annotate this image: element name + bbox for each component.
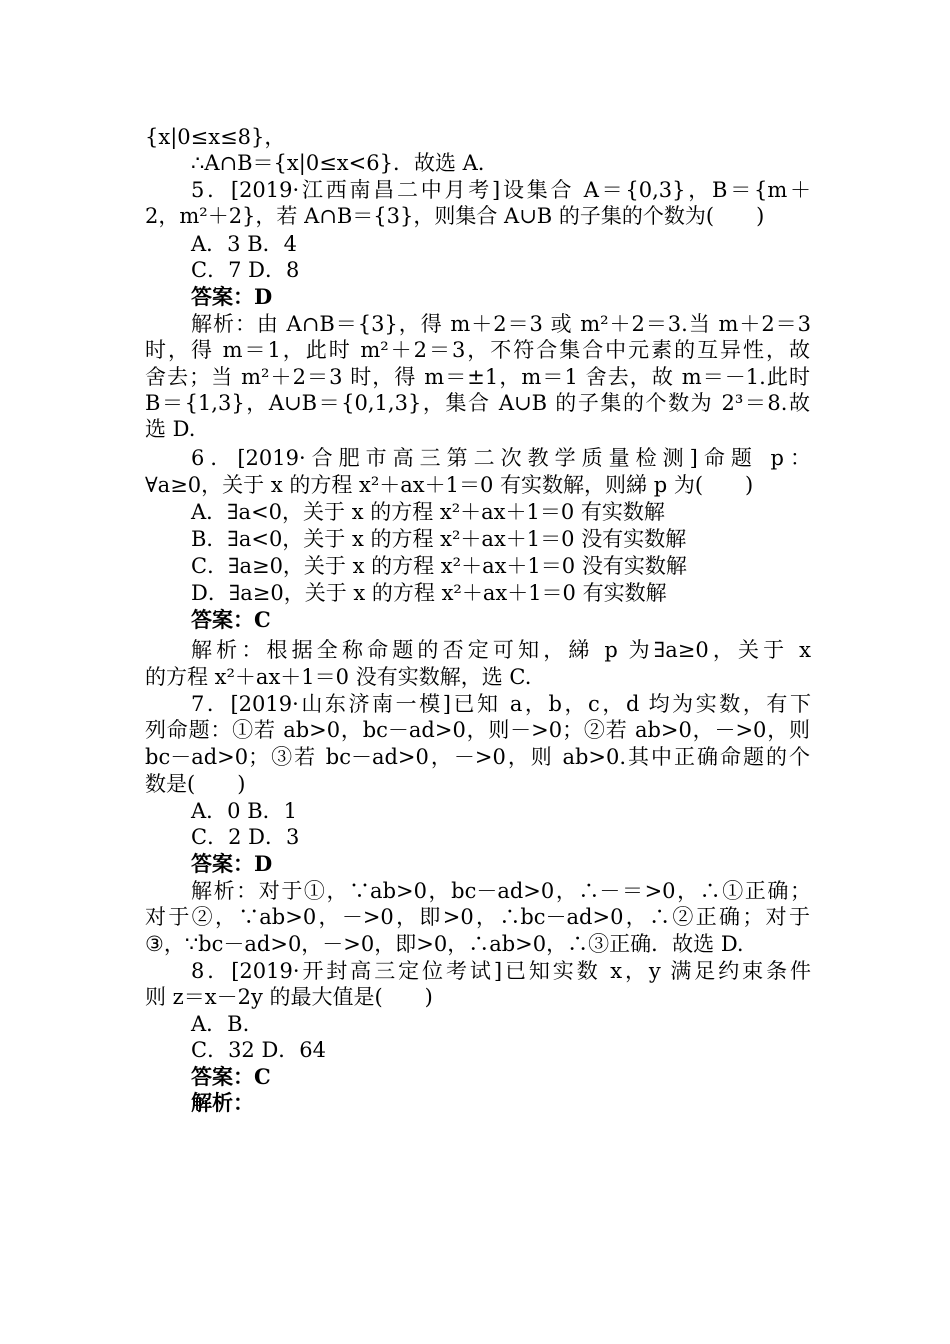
question-7-stem: 7．[2019·山东济南一模]已知 a，b，c，d 均为实数，有下 [191, 692, 811, 716]
option-line: C．2 D．3 [191, 825, 300, 849]
answer-label: 答案：D [191, 284, 273, 309]
question-6-stem: 6．[2019·合肥市高三第二次教学质量检测]命题 p： [191, 446, 811, 470]
option-c: C．∃a≥0，关于 x 的方程 x²＋ax＋1＝0 没有实数解 [191, 554, 687, 578]
option-line: A．3 B．4 [191, 232, 297, 256]
option-a: A．∃a<0，关于 x 的方程 x²＋ax＋1＝0 有实数解 [191, 500, 665, 524]
analysis-line: 的方程 x²＋ax＋1＝0 没有实数解，选 C. [145, 665, 532, 689]
analysis-line: 舍去；当 m²＋2＝3 时，得 m＝±1，m＝1 舍去，故 m＝－1.此时 [145, 365, 810, 389]
option-line: C．7 D．8 [191, 258, 300, 282]
question-8-stem: 8．[2019·开封高三定位考试]已知实数 x，y 满足约束条件 [191, 959, 811, 983]
answer-label: 答案：C [191, 607, 271, 632]
question-7-stem: 列命题：①若 ab>0，bc－ad>0，则－>0；②若 ab>0，－>0，则 [145, 718, 810, 742]
question-6-stem: ∀a≥0，关于 x 的方程 x²＋ax＋1＝0 有实数解，则綈 p 为( ) [145, 473, 754, 497]
answer-label: 答案：C [191, 1064, 271, 1089]
question-7-stem: bc－ad>0；③若 bc－ad>0，－>0，则 ab>0.其中正确命题的个 [145, 745, 810, 769]
option-d: D．∃a≥0，关于 x 的方程 x²＋ax＋1＝0 有实数解 [191, 581, 667, 605]
analysis-line: 对于②，∵ab>0，－>0，即>0，∴bc－ad>0，∴②正确；对于 [145, 905, 810, 929]
analysis-line: B＝{1,3}，A∪B＝{0,1,3}，集合 A∪B 的子集的个数为 2³＝8.故 [145, 391, 810, 415]
option-b: B．∃a<0，关于 x 的方程 x²＋ax＋1＝0 没有实数解 [191, 527, 687, 551]
option-line: A．0 B．1 [191, 799, 297, 823]
answer-label: 答案：D [191, 851, 273, 876]
analysis-line: 解析：根据全称命题的否定可知，綈 p 为∃a≥0，关于 x [191, 638, 811, 662]
text-line: {x|0≤x≤8}， [145, 125, 286, 149]
question-5-stem: 2，m²＋2}，若 A∩B＝{3}，则集合 A∪B 的子集的个数为( ) [145, 204, 765, 228]
analysis-line: ③，∵bc－ad>0，－>0，即>0，∴ab>0，∴③正确．故选 D. [145, 932, 744, 956]
option-line: C．32 D．64 [191, 1038, 327, 1062]
analysis-line: 时，得 m＝1，此时 m²＋2＝3，不符合集合中元素的互异性，故 [145, 338, 810, 362]
text-line: ∴A∩B＝{x|0≤x<6}．故选 A. [191, 151, 485, 175]
analysis-line: 选 D. [145, 417, 196, 441]
option-line: A．B. [191, 1012, 250, 1036]
question-8-stem: 则 z＝x－2y 的最大值是( ) [145, 985, 433, 1009]
analysis-label: 解析： [191, 1090, 254, 1115]
analysis-line: 解析：由 A∩B＝{3}，得 m＋2＝3 或 m²＋2＝3.当 m＋2＝3 [191, 312, 811, 336]
question-7-stem: 数是( ) [145, 772, 246, 796]
analysis-line: 解析：对于①，∵ab>0，bc－ad>0，∴－＝>0，∴①正确； [191, 879, 811, 903]
question-5-stem: 5．[2019·江西南昌二中月考]设集合 A＝{0,3}，B＝{m＋ [191, 178, 811, 202]
